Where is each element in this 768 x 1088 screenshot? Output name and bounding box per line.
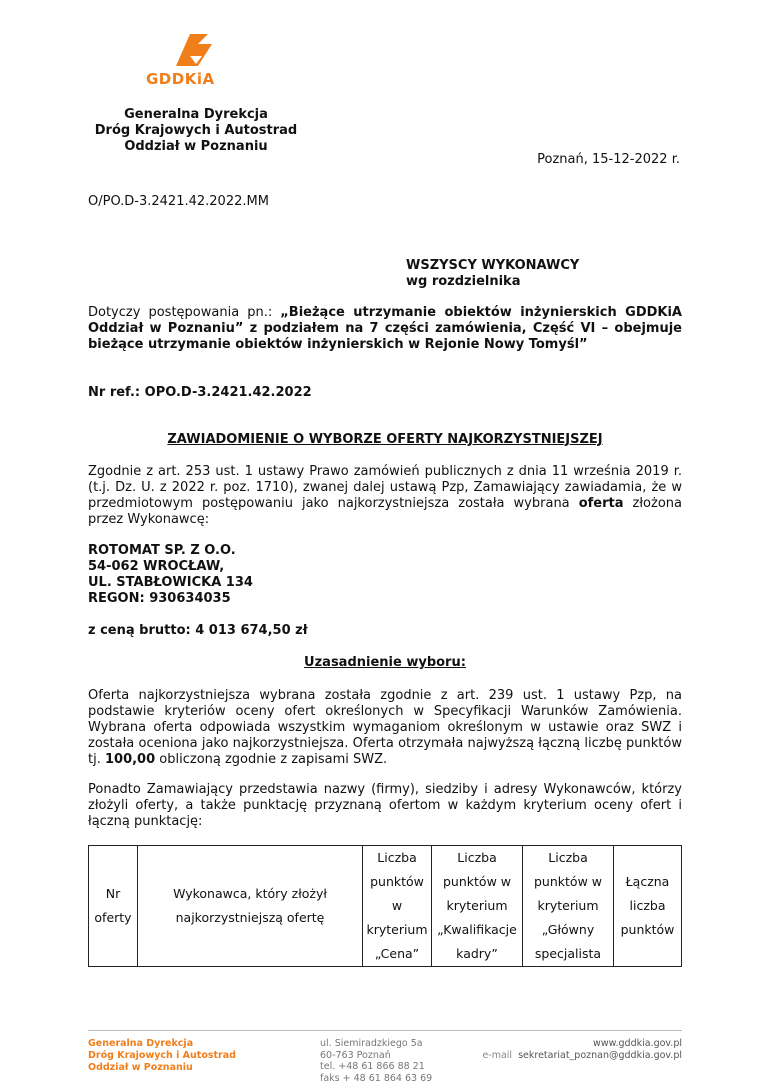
recipient-line: WSZYSCY WYKONAWCY <box>406 258 580 273</box>
footer-addr-line: 60-763 Poznań <box>320 1049 391 1061</box>
org-line: Dróg Krajowych i Autostrad <box>94 123 298 138</box>
footer-addr-line: tel. +48 61 866 88 21 <box>320 1061 425 1072</box>
justification-paragraph <box>88 688 682 768</box>
header-cell-specialist-points <box>523 846 614 967</box>
organization-header <box>86 107 306 155</box>
gddkia-logo-icon <box>168 30 228 70</box>
footer-website-link[interactable]: www.gddkia.gov.pl <box>593 1038 682 1049</box>
cell-line: Łączna <box>625 874 670 889</box>
cell-line: „Cena” <box>374 946 420 961</box>
intro-text-end: złożona przez Wykonawcę: <box>88 496 682 527</box>
subject <box>88 305 682 353</box>
table-header-row <box>89 846 682 967</box>
justification-bold: 100,00 <box>104 752 156 767</box>
winner-line: ROTOMAT SP. Z O.O. <box>88 543 236 558</box>
subject-title: „Bieżące utrzymanie obiektów inżynierskich GDDKiA Oddział w Poznaniu” z podziałem na 7 części zamówienia, Część VI – obejmuje bieżące utrzymanie obiektów inżynierskich w Rejonie Nowy Tomyśl” <box>88 305 682 352</box>
cell-line: specjalista <box>534 946 602 961</box>
intro-text: Zgodnie z art. 253 ust. 1 ustawy Prawo zamówień publicznych z dnia 11 września 2019 r. (t.j. Dz. U. z 2022 r. poz. 1710), zwanej dalej ustawą Pzp, Zamawiający zawiadamia, że w przedmiotowym postępowaniu jako najkorzystniejsza została wybrana <box>88 464 682 511</box>
cell-line: punktów w <box>534 874 602 889</box>
notice-heading: ZAWIADOMIENIE O WYBORZE OFERTY NAJKORZYSTNIEJSZEJ <box>167 432 603 447</box>
header-cell-contractor <box>138 846 363 967</box>
header-cell-nr <box>89 846 138 967</box>
footer-org-line: Oddział w Poznaniu <box>88 1062 193 1073</box>
header-cell-qualification-points <box>432 846 523 967</box>
logo-text: GDDKiA <box>146 70 215 88</box>
cell-line: Liczba <box>457 850 497 865</box>
cell-line: „Kwalifikacje <box>437 922 517 937</box>
cell-line: punktów <box>370 874 424 889</box>
recipient-line: wg rozdzielnika <box>406 274 521 289</box>
footer-email-link[interactable]: sekretariat_poznan@gddkia.gov.pl <box>518 1050 682 1061</box>
cell-line: punktów <box>620 922 675 937</box>
footer-address <box>320 1038 432 1084</box>
intro-paragraph <box>88 464 682 528</box>
cell-line: kadry” <box>456 946 498 961</box>
cell-line: w <box>391 898 403 913</box>
reference-number: Nr ref.: OPO.D-3.2421.42.2022 <box>88 385 312 400</box>
cell-line: kryterium <box>537 898 599 913</box>
cell-line: kryterium <box>366 922 428 937</box>
subject-prefix: Dotyczy postępowania pn.: <box>88 305 281 320</box>
footer-email-row <box>482 1050 682 1062</box>
document-sign: O/PO.D-3.2421.42.2022.MM <box>88 194 269 209</box>
cell-line: liczba <box>629 898 666 913</box>
header-cell-total-points <box>614 846 682 967</box>
footer-divider <box>88 1030 682 1031</box>
justification-text-end: obliczoną zgodnie z zapisami SWZ. <box>155 752 388 767</box>
recipient <box>406 258 579 290</box>
org-line: Generalna Dyrekcja <box>124 107 268 122</box>
header-cell-price-points <box>363 846 432 967</box>
cell-line: punktów w <box>443 874 511 889</box>
intro-bold: oferta <box>578 496 624 511</box>
winner-price: z ceną brutto: 4 013 674,50 zł <box>88 623 308 638</box>
gddkia-logo <box>140 30 240 94</box>
winner-line: REGON: 930634035 <box>88 591 231 606</box>
cell-line: kryterium <box>446 898 508 913</box>
cell-line: „Główny <box>541 922 595 937</box>
org-line: Oddział w Poznaniu <box>124 139 268 154</box>
justification-text: Oferta najkorzystniejsza wybrana została zgodnie z art. 239 ust. 1 ustawy Pzp, na podstawie kryteriów oceny ofert określonych w Specyfikacji Warunków Zamówienia. Wybrana oferta odpowiada wszystkim wymaganiom określonym w ustawie oraz SWZ i została oceniona jako najkorzystniejsza. Oferta otrzymała najwyższą łączną liczbę punktów tj. <box>88 688 682 767</box>
cell-line: najkorzystniejszą ofertę <box>175 910 325 925</box>
cell-line: oferty <box>94 910 132 925</box>
footer-org-line: Generalna Dyrekcja <box>88 1038 194 1049</box>
winner-block <box>88 543 682 607</box>
results-table <box>88 845 682 967</box>
document-date: Poznań, 15-12-2022 r. <box>537 152 680 167</box>
cell-line: Nr <box>105 886 121 901</box>
justification-heading: Uzasadnienie wyboru: <box>304 655 466 670</box>
cell-line: Liczba <box>377 850 417 865</box>
footer-email-label: e-mail <box>482 1050 513 1061</box>
ponadto-paragraph: Ponadto Zamawiający przedstawia nazwy (firmy), siedziby i adresy Wykonawców, którzy złożyli oferty, a także punktację przyznaną ofertom w każdym kryterium oceny ofert i łączną punktację: <box>88 782 682 829</box>
cell-line: Wykonawca, który złożył <box>173 886 327 901</box>
footer-contact <box>482 1038 682 1062</box>
footer-org-line: Dróg Krajowych i Autostrad <box>88 1050 236 1061</box>
winner-line: 54-062 WROCŁAW, <box>88 559 225 574</box>
footer-addr-line: ul. Siemiradzkiego 5a <box>320 1038 423 1049</box>
cell-line: Liczba <box>548 850 588 865</box>
footer-addr-line: faks + 48 61 864 63 69 <box>320 1072 433 1084</box>
footer-organization <box>88 1038 236 1074</box>
winner-line: UL. STABŁOWICKA 134 <box>88 575 253 590</box>
